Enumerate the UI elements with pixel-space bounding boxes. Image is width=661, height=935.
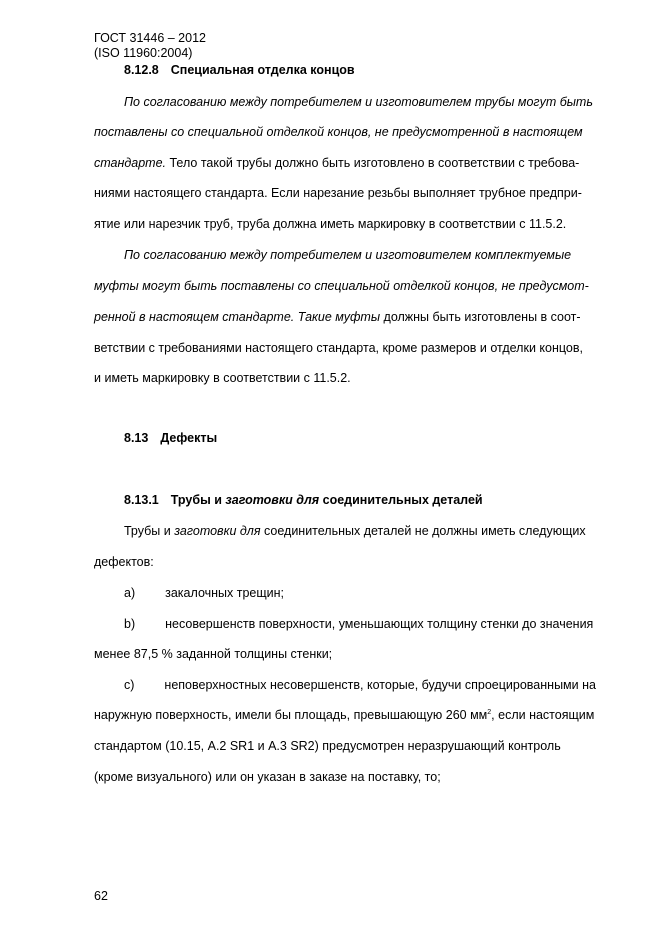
italic-text: стандарте. <box>94 156 167 170</box>
italic-text: заготовки для <box>174 524 261 538</box>
list-text: несовершенств поверхности, уменьшающих толщину стенки до значения <box>165 617 594 631</box>
regular-text: , если настоящим <box>491 708 595 722</box>
section-number: 8.13.1 <box>124 493 159 507</box>
regular-text: соединительных деталей не должны иметь следующих <box>260 524 586 538</box>
section-title-italic: заготовки для <box>225 493 320 507</box>
list-marker: c) <box>124 678 135 692</box>
list-item-c-continuation: стандартом (10.15, А.2 SR1 и А.3 SR2) предусмотрен неразрушающий контроль <box>94 739 561 753</box>
paragraph-line: дефектов: <box>94 555 154 569</box>
paragraph-line <box>124 523 586 539</box>
paragraph-line: По согласованию между потребителем и изготовителем комплектуемые <box>124 248 572 262</box>
section-title: Специальная отделка концов <box>170 63 355 77</box>
section-heading-8-12-8 <box>124 62 355 78</box>
section-title-part: Трубы и <box>170 493 226 507</box>
paragraph-line <box>94 155 579 171</box>
iso-designation: (ISO 11960:2004) <box>94 46 193 60</box>
section-heading-8-13-1 <box>124 492 483 508</box>
paragraph-line <box>94 309 581 325</box>
list-text: закалочных трещин; <box>165 586 285 600</box>
list-marker: a) <box>124 586 136 600</box>
section-title-part: соединительных деталей <box>319 493 483 507</box>
list-item-b-continuation: менее 87,5 % заданной толщины стенки; <box>94 647 333 661</box>
superscript: 2 <box>487 708 492 716</box>
paragraph-line: По согласованию между потребителем и изготовителем трубы могут быть <box>124 95 593 109</box>
regular-text: Тело такой трубы должно быть изготовлено в соответствии с требова- <box>166 156 580 170</box>
regular-text: должны быть изготовлены в соот- <box>380 310 581 324</box>
list-item-c-continuation: (кроме визуального) или он указан в заказе на поставку, то; <box>94 770 441 784</box>
list-item-c-continuation <box>94 707 594 723</box>
section-title: Дефекты <box>160 431 218 445</box>
standard-designation: ГОСТ 31446 – 2012 <box>94 31 206 45</box>
paragraph-line: ятие или нарезчик труб, труба должна иметь маркировку в соответствии с 11.5.2. <box>94 217 567 231</box>
section-number: 8.12.8 <box>124 63 159 77</box>
regular-text: Трубы и <box>124 524 175 538</box>
list-item-c <box>124 677 596 693</box>
page-number: 62 <box>94 889 108 903</box>
paragraph-line: ниями настоящего стандарта. Если нарезание резьбы выполняет трубное предпри- <box>94 186 582 200</box>
list-marker: b) <box>124 617 136 631</box>
list-item-b <box>124 616 593 632</box>
list-text: неповерхностных несовершенств, которые, будучи спроецированными на <box>164 678 596 692</box>
paragraph-line: поставлены со специальной отделкой концов, не предусмотренной в настоящем <box>94 125 583 139</box>
paragraph-line: ветствии с требованиями настоящего стандарта, кроме размеров и отделки концов, <box>94 341 583 355</box>
list-item-a <box>124 585 284 601</box>
paragraph-line: и иметь маркировку в соответствии с 11.5.2. <box>94 371 351 385</box>
italic-text: ренной в настоящем стандарте. Такие муфты <box>94 310 381 324</box>
regular-text: наружную поверхность, имели бы площадь, превышающую 260 мм <box>94 708 488 722</box>
section-heading-8-13 <box>124 430 217 446</box>
section-number: 8.13 <box>124 431 149 445</box>
paragraph-line: муфты могут быть поставлены со специальной отделкой концов, не предусмот- <box>94 279 589 293</box>
